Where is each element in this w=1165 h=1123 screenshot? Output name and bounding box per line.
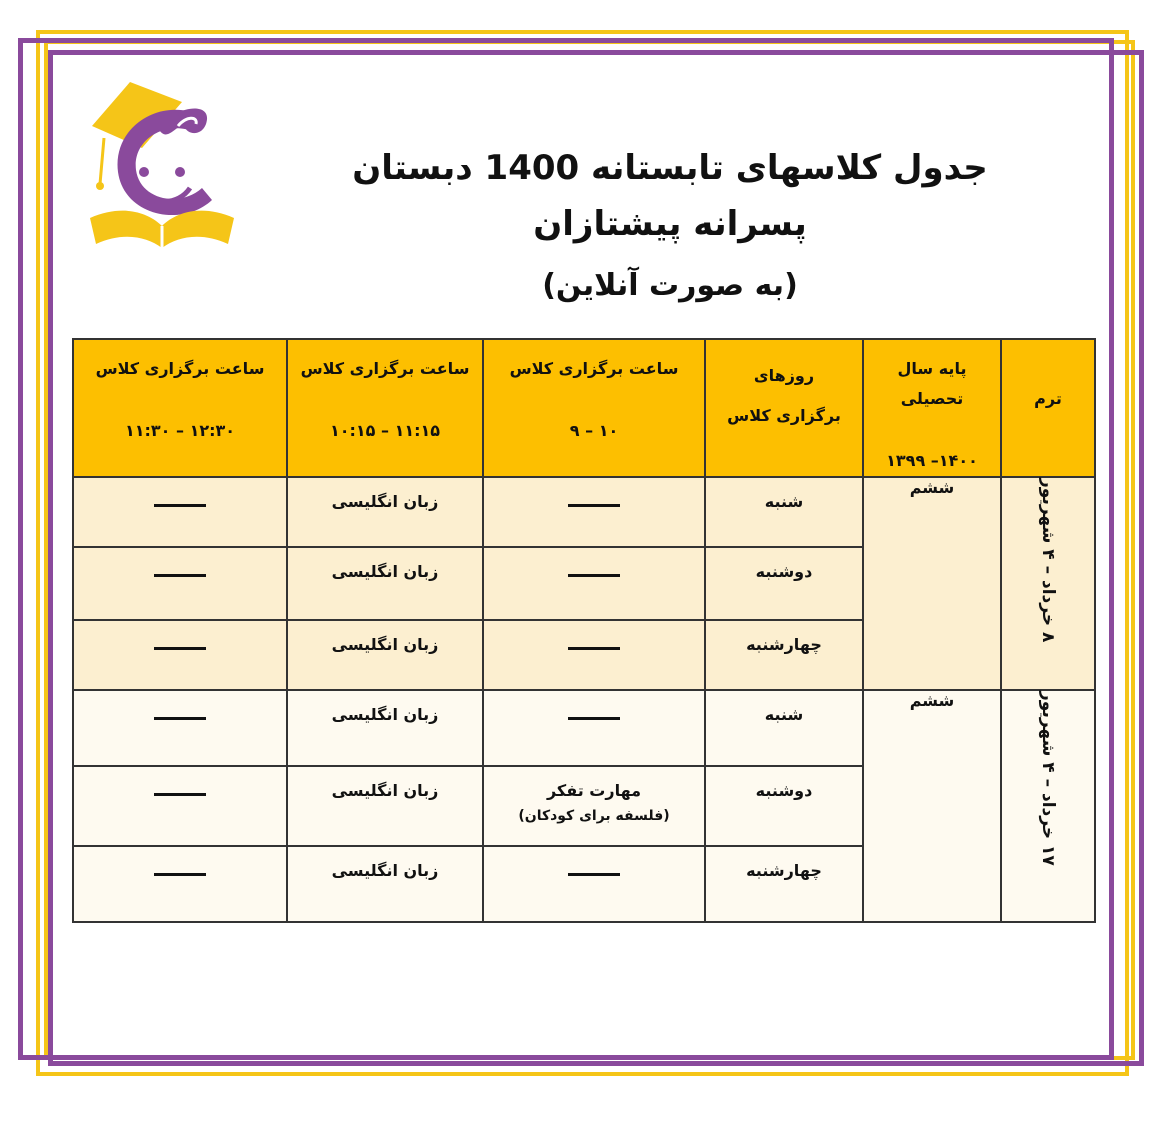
day-cell bbox=[705, 690, 863, 766]
slot3-cell bbox=[73, 766, 287, 846]
slot2-cell bbox=[287, 766, 483, 846]
empty-dash bbox=[568, 873, 620, 876]
slot3-cell bbox=[73, 846, 287, 922]
day-cell bbox=[705, 766, 863, 846]
day-cell bbox=[705, 846, 863, 922]
term-cell bbox=[1001, 690, 1095, 922]
class-label: زبان انگلیسی bbox=[331, 861, 439, 880]
day-label: چهارشنبه bbox=[746, 861, 822, 880]
title-line-2: (به صورت آنلاین) bbox=[542, 268, 798, 303]
header-days bbox=[705, 339, 863, 477]
day-label: دوشنبه bbox=[755, 562, 813, 581]
term-label: ۸ خرداد – ۴ شهریور bbox=[1038, 478, 1058, 643]
term-label: ۱۷ خرداد – ۴ شهریور bbox=[1038, 691, 1058, 866]
empty-dash bbox=[154, 647, 206, 650]
header-slot3-label: ساعت برگزاری کلاس bbox=[95, 359, 265, 378]
schedule-table bbox=[72, 338, 1096, 923]
empty-dash bbox=[154, 717, 206, 720]
header-slot1-label: ساعت برگزاری کلاس bbox=[509, 359, 679, 378]
header-term bbox=[1001, 339, 1095, 477]
empty-dash bbox=[568, 647, 620, 650]
day-label: شنبه bbox=[764, 705, 804, 724]
class-label: زبان انگلیسی bbox=[331, 562, 439, 581]
empty-dash bbox=[154, 574, 206, 577]
header-grade-year: ۱۴۰۰– ۱۳۹۹ bbox=[886, 451, 978, 470]
slot2-cell bbox=[287, 477, 483, 547]
slot2-cell bbox=[287, 620, 483, 690]
grade-cell bbox=[863, 690, 1001, 922]
slot2-cell bbox=[287, 547, 483, 620]
empty-dash bbox=[154, 504, 206, 507]
header-grade-label: پایه سال تحصیلی bbox=[897, 359, 967, 408]
header-slot2-label: ساعت برگزاری کلاس bbox=[300, 359, 470, 378]
header-days-label: روزهای برگزاری کلاس bbox=[727, 366, 841, 425]
header-slot2 bbox=[287, 339, 483, 477]
header-grade bbox=[863, 339, 1001, 477]
table-header-row bbox=[73, 339, 1095, 477]
empty-dash bbox=[568, 504, 620, 507]
day-cell bbox=[705, 547, 863, 620]
slot3-cell bbox=[73, 477, 287, 547]
table-row bbox=[73, 477, 1095, 547]
grade-label: ششم bbox=[909, 691, 955, 710]
class-sublabel: (فلسفه برای کودکان) bbox=[518, 808, 670, 824]
class-label: زبان انگلیسی bbox=[331, 781, 439, 800]
slot3-cell bbox=[73, 690, 287, 766]
class-label: زبان انگلیسی bbox=[331, 705, 439, 724]
slot3-cell bbox=[73, 620, 287, 690]
grade-cell bbox=[863, 477, 1001, 690]
slot1-cell bbox=[483, 766, 705, 846]
header-term-label: ترم bbox=[1034, 389, 1062, 408]
day-label: دوشنبه bbox=[755, 781, 813, 800]
class-label: زبان انگلیسی bbox=[331, 635, 439, 654]
class-label: مهارت تفکر bbox=[546, 781, 642, 800]
slot1-cell bbox=[483, 477, 705, 547]
slot2-cell bbox=[287, 690, 483, 766]
slot1-cell bbox=[483, 690, 705, 766]
slot1-cell bbox=[483, 620, 705, 690]
day-cell bbox=[705, 620, 863, 690]
empty-dash bbox=[154, 873, 206, 876]
title-line-1: جدول کلاسهای تابستانه 1400 دبستان پسرانه پیشتازان bbox=[352, 148, 988, 244]
empty-dash bbox=[568, 574, 620, 577]
day-label: شنبه bbox=[764, 492, 804, 511]
slot3-cell bbox=[73, 547, 287, 620]
slot1-cell bbox=[483, 846, 705, 922]
day-label: چهارشنبه bbox=[746, 635, 822, 654]
table-row bbox=[73, 690, 1095, 766]
header-slot1 bbox=[483, 339, 705, 477]
header-slot1-time: ۱۰ – ۹ bbox=[569, 421, 619, 440]
page-title bbox=[300, 140, 1040, 314]
class-label: زبان انگلیسی bbox=[331, 492, 439, 511]
day-cell bbox=[705, 477, 863, 547]
empty-dash bbox=[154, 793, 206, 796]
term-cell bbox=[1001, 477, 1095, 690]
empty-dash bbox=[568, 717, 620, 720]
slot1-cell bbox=[483, 547, 705, 620]
header-slot3 bbox=[73, 339, 287, 477]
slot2-cell bbox=[287, 846, 483, 922]
school-logo-icon bbox=[82, 76, 242, 252]
grade-label: ششم bbox=[909, 478, 955, 497]
header-slot3-time: ۱۲:۳۰ – ۱۱:۳۰ bbox=[124, 421, 236, 440]
header-slot2-time: ۱۱:۱۵ – ۱۰:۱۵ bbox=[329, 421, 441, 440]
